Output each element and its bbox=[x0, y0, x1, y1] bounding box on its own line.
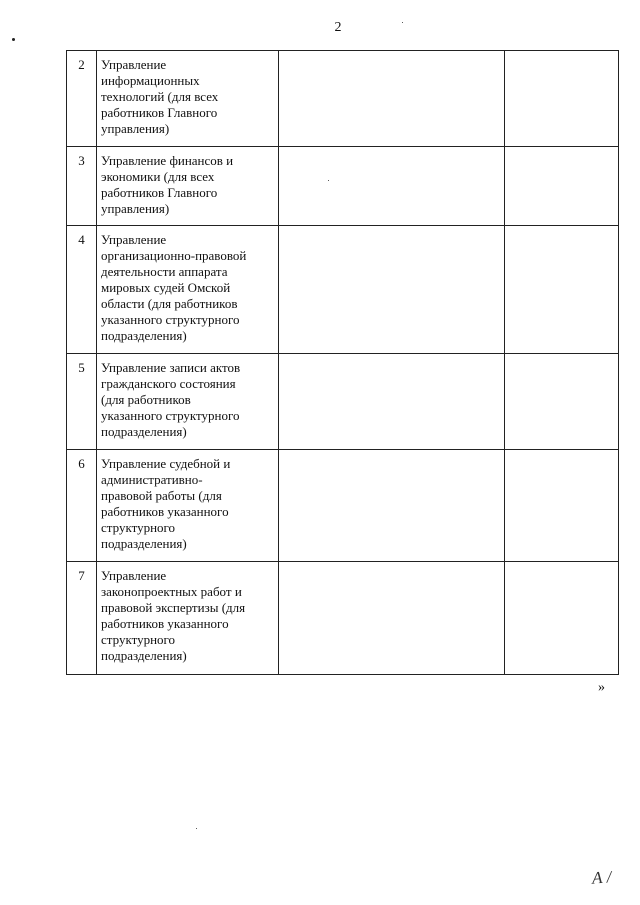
empty-cell bbox=[279, 147, 505, 226]
empty-cell bbox=[505, 51, 619, 147]
scan-speck bbox=[12, 38, 15, 41]
department-name: Управление финансов и экономики (для всех работников Главного управления) bbox=[97, 147, 279, 226]
row-number: 7 bbox=[67, 562, 97, 675]
row-number: 6 bbox=[67, 450, 97, 562]
table-row bbox=[67, 51, 619, 147]
document-table bbox=[66, 50, 619, 675]
row-number: 2 bbox=[67, 51, 97, 147]
department-name: Управление законопроектных работ и правовой экспертизы (для работников указанного структурного подразделения) bbox=[97, 562, 279, 675]
scan-speck bbox=[196, 828, 197, 829]
row-number: 5 bbox=[67, 354, 97, 450]
row-number: 3 bbox=[67, 147, 97, 226]
empty-cell bbox=[505, 147, 619, 226]
empty-cell bbox=[505, 450, 619, 562]
scan-speck bbox=[402, 22, 403, 23]
table-row bbox=[67, 562, 619, 675]
handwritten-signature: А / bbox=[591, 867, 612, 888]
row-number: 4 bbox=[67, 226, 97, 354]
table-row bbox=[67, 226, 619, 354]
department-name: Управление организационно-правовой деятельности аппарата мировых судей Омской области (для работников указанного структурного подразделения) bbox=[97, 226, 279, 354]
department-name: Управление информационных технологий (для всех работников Главного управления) bbox=[97, 51, 279, 147]
table-row bbox=[67, 354, 619, 450]
empty-cell bbox=[505, 354, 619, 450]
empty-cell bbox=[279, 450, 505, 562]
department-name: Управление записи актов гражданского состояния (для работников указанного структурного подразделения) bbox=[97, 354, 279, 450]
department-name: Управление судебной и административно- правовой работы (для работников указанного структурного подразделения) bbox=[97, 450, 279, 562]
empty-cell bbox=[279, 226, 505, 354]
empty-cell bbox=[505, 562, 619, 675]
empty-cell bbox=[279, 51, 505, 147]
page-number: 2 bbox=[334, 20, 342, 35]
table-row bbox=[67, 450, 619, 562]
closing-quote: » bbox=[598, 680, 605, 695]
empty-cell bbox=[505, 226, 619, 354]
empty-cell bbox=[279, 562, 505, 675]
table-row bbox=[67, 147, 619, 226]
empty-cell bbox=[279, 354, 505, 450]
